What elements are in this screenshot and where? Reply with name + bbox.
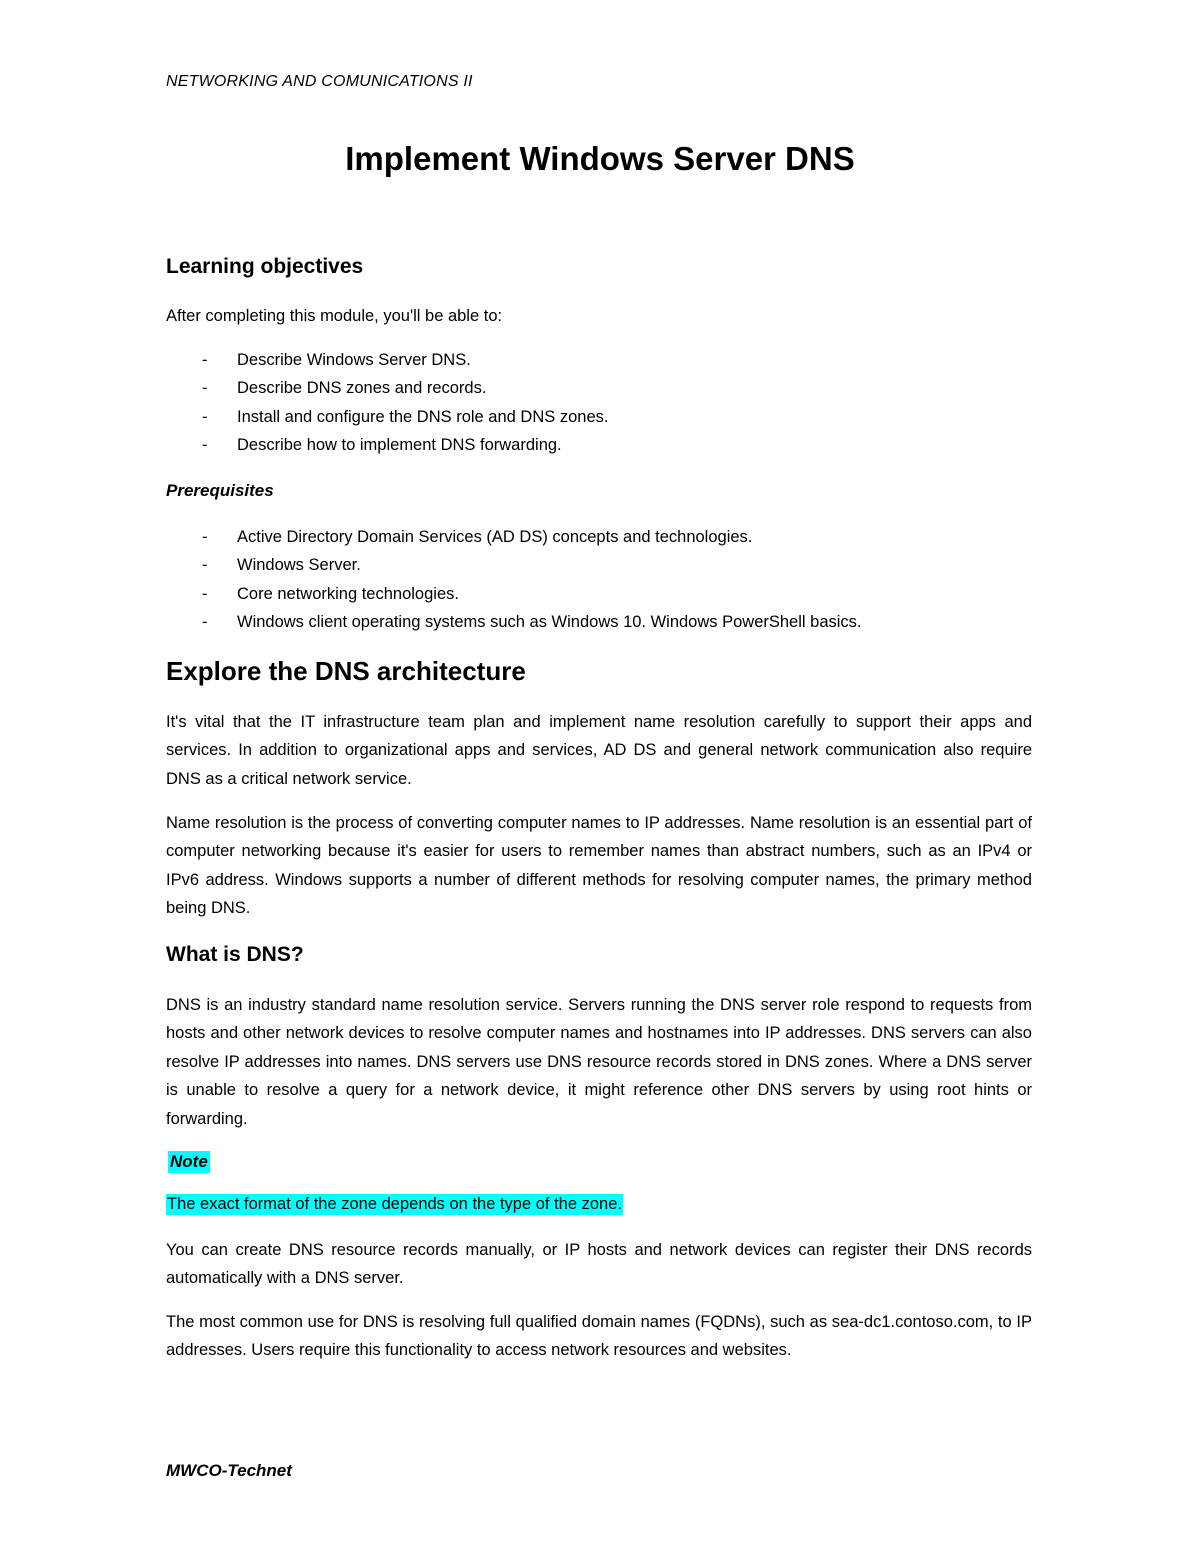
running-footer: MWCO-Technet <box>166 1461 292 1480</box>
what-is-dns-paragraph-3: The most common use for DNS is resolving full qualified domain names (FQDNs), such as sea-dc1.contoso.com, to IP addresses. Users require this functionality to access network resources and websites. <box>166 1313 1032 1360</box>
note-text: The exact format of the zone depends on the type of the zone. <box>167 1195 622 1213</box>
document-page: NETWORKING AND COMUNICATIONS II Implement Windows Server DNS Learning objectives After completing this module, you'll be able to: - Describe Windows Server DNS. - Describe DNS zones and records. - Install and configure the DNS role and DNS zones. - Describe how to implement DNS forwarding. Prerequisites - Active Directory Domain Services (AD DS) concepts and technologies. - Windows Server. - Core networking technologies. - Windows client operating systems such as Windows 10. Windows PowerShell basics. Explore the DNS architecture It's vital that the IT infrastructure team plan and implement name resolution carefully to support their apps and services. In addition to organizational apps and services, AD DS and general network communication also require DNS as a critical network service. Name resolution is the process of converting computer names to IP addresses. Name resolution is an essential part of computer networking because it's easier for users to remember names than abstract numbers, such as an IPv4 or IPv6 address. Windows supports a number of different methods for resolving computer names, the primary method being DNS. What is DNS? DNS is an industry standard name resolution service. Servers running the DNS server role respond to requests from hosts and other network devices to resolve computer names and hostnames into IP addresses. DNS servers can also resolve IP addresses into names. DNS servers use DNS resource records stored in DNS zones. Where a DNS server is unable to resolve a query for a network device, it might reference other DNS servers by using root hints or forwarding. Note The exact format of the zone depends on the type of the zone. You can create DNS resource records manually, or IP hosts and network devices can register their DNS records automatically with a DNS server. The most common use for DNS is resolving full qualified domain names (FQDNs), such as sea-dc1.contoso.com, to IP addresses. Users require this functionality to access network resources and websites. MWCO-Technet <box>166 73 1032 1480</box>
note-label: Note <box>170 1152 208 1171</box>
learning-objectives-heading: Learning objectives <box>166 255 364 278</box>
explore-paragraph-1: It's vital that the IT infrastructure team plan and implement name resolution carefully to support their apps and services. In addition to organizational apps and services, AD DS and general network communication also require DNS as a critical network service. <box>166 713 1032 788</box>
explore-paragraph-2: Name resolution is the process of converting computer names to IP addresses. Name resolution is an essential part of computer networking because it's easier for users to remember names than abstract numbers, such as an IPv4 or IPv6 address. Windows supports a number of different methods for resolving computer names, the primary method being DNS. <box>166 814 1032 918</box>
document-title: Implement Windows Server DNS <box>345 140 855 177</box>
running-header: NETWORKING AND COMUNICATIONS II <box>166 73 473 90</box>
explore-dns-heading: Explore the DNS architecture <box>166 656 526 686</box>
learning-intro: After completing this module, you'll be able to: <box>166 307 503 325</box>
what-is-dns-heading: What is DNS? <box>166 943 304 966</box>
what-is-dns-paragraph-1: DNS is an industry standard name resolution service. Servers running the DNS server role respond to requests from hosts and other network devices to resolve computer names and hostnames into IP addresses. DNS servers can also resolve IP addresses into names. DNS servers use DNS resource records stored in DNS zones. Where a DNS server is unable to resolve a query for a network device, it might reference other DNS servers by using root hints or forwarding. <box>166 996 1032 1128</box>
what-is-dns-paragraph-2: You can create DNS resource records manually, or IP hosts and network devices can register their DNS records automatically with a DNS server. <box>166 1241 1032 1288</box>
prerequisites-heading: Prerequisites <box>166 481 274 500</box>
